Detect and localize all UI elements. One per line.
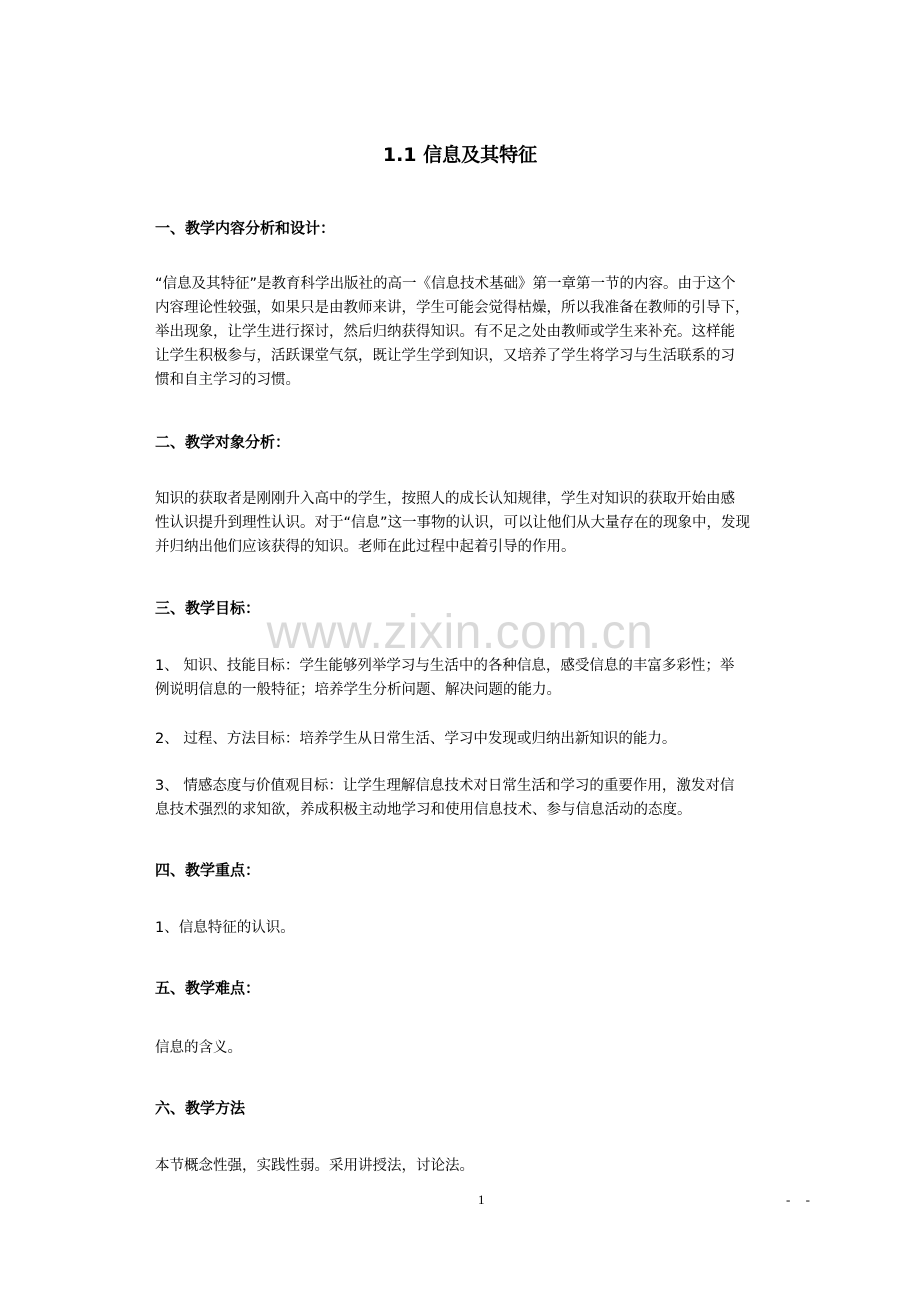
paragraph-key-points — [155, 916, 813, 940]
paragraph-methods — [155, 1154, 813, 1178]
paragraph-audience-analysis — [155, 487, 813, 559]
text-line: 内容理论性较强，如果只是由教师来讲，学生可能会觉得枯燥，所以我准备在教师的引导下， — [155, 300, 750, 316]
page-title: 1.1 信息及其特征 — [382, 144, 538, 166]
text-line: 知识的获取者是刚刚升入高中的学生，按照人的成长认知规律，学生对知识的获取开始由感 — [155, 491, 735, 507]
section-heading-difficulties: 五、教学难点： — [155, 979, 261, 997]
text-line: 例说明信息的一般特征；培养学生分析问题、解决问题的能力。 — [155, 682, 561, 698]
watermark: www.zixin.com.cn — [266, 606, 654, 659]
text-line: 2、 过程、方法目标：培养学生从日常生活、学习中发现或归纳出新知识的能力。 — [155, 731, 677, 747]
paragraph-content-analysis — [155, 272, 813, 392]
section-heading-methods: 六、教学方法 — [155, 1099, 246, 1117]
footer-mark: - - — [786, 1192, 816, 1207]
goal-item-process — [155, 727, 813, 751]
text-line: 1、 知识、技能目标：学生能够列举学习与生活中的各种信息，感受信息的丰富多彩性；举 — [155, 658, 735, 674]
section-heading-teaching-goals: 三、教学目标： — [155, 599, 261, 617]
text-line: 本节概念性强，实践性弱。采用讲授法，讨论法。 — [155, 1158, 474, 1174]
text-line: 3、 情感态度与价值观目标：让学生理解信息技术对日常生活和学习的重要作用，激发对信 — [155, 778, 735, 794]
text-line: 举出现象，让学生进行探讨，然后归纳获得知识。有不足之处由教师或学生来补充。这样能 — [155, 324, 735, 340]
section-heading-content-analysis: 一、教学内容分析和设计： — [155, 219, 336, 237]
text-line: 信息的含义。 — [155, 1040, 242, 1056]
goal-item-knowledge — [155, 654, 813, 702]
text-line: 并归纳出他们应该获得的知识。老师在此过程中起着引导的作用。 — [155, 539, 576, 555]
page-number: 1 — [478, 1192, 485, 1207]
goal-item-attitude — [155, 774, 813, 822]
section-heading-key-points: 四、教学重点： — [155, 861, 261, 879]
text-line: 1、信息特征的认识。 — [155, 920, 295, 936]
paragraph-difficulties — [155, 1036, 813, 1060]
text-line: 惯和自主学习的习惯。 — [155, 372, 300, 388]
text-line: “信息及其特征”是教育科学出版社的高一《信息技术基础》第一章第一节的内容。由于这个 — [155, 276, 736, 292]
text-line: 性认识提升到理性认识。对于“信息”这一事物的认识，可以让他们从大量存在的现象中，发现 — [155, 515, 751, 531]
text-line: 让学生积极参与，活跃课堂气氛，既让学生学到知识，又培养了学生将学习与生活联系的习 — [155, 348, 735, 364]
section-heading-audience-analysis: 二、教学对象分析： — [155, 433, 291, 451]
text-line: 息技术强烈的求知欲，养成积极主动地学习和使用信息技术、参与信息活动的态度。 — [155, 802, 692, 818]
